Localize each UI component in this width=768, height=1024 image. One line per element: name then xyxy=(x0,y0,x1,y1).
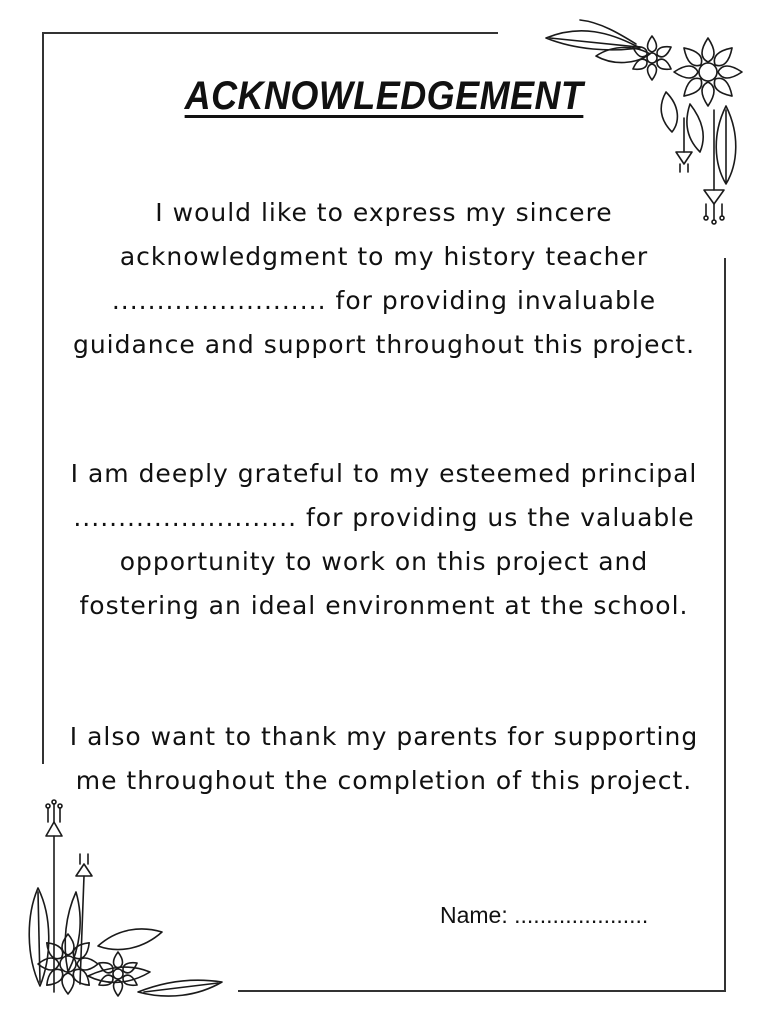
paragraph-parents: I also want to thank my parents for supporting me throughout the completion of this project. xyxy=(69,722,699,795)
title-text: ACKNOWLEDGEMENT xyxy=(184,74,584,118)
floral-corner-icon xyxy=(540,14,760,226)
frame-bottom-line xyxy=(238,990,726,992)
floral-corner-icon xyxy=(18,796,228,1008)
frame-left-line xyxy=(42,32,44,764)
paragraph-principal: I am deeply grateful to my esteemed principal ......................... for providing us the valuable opportunity to work on this project and fostering an ideal environment at the school. xyxy=(70,459,698,620)
paragraph-teacher: I would like to express my sincere acknowledgment to my history teacher ........................ for providing invaluable guidance and support throughout this project. xyxy=(72,198,696,359)
frame-right-line xyxy=(724,258,726,992)
frame-top-line xyxy=(42,32,498,34)
name-field[interactable]: Name: ..................... xyxy=(440,902,649,928)
